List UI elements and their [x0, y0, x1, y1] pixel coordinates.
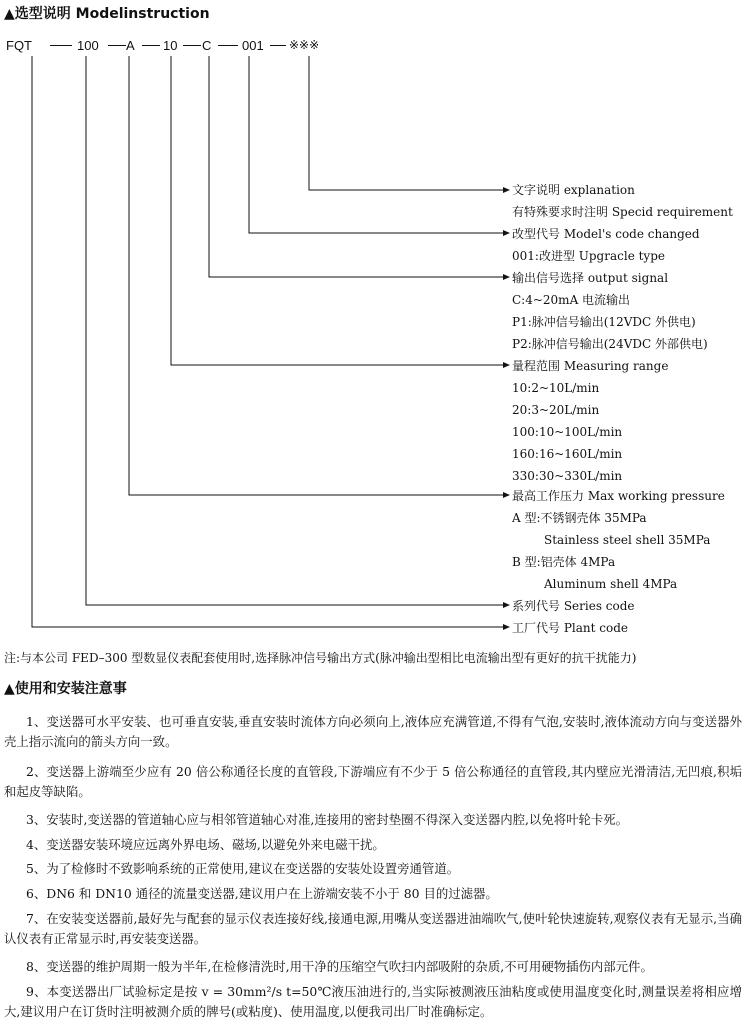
explanation-row: 系列代号 Series code	[512, 599, 635, 613]
explanation-row: 文字说明 explanation	[512, 183, 635, 197]
explanation-row: 20:3~20L/min	[512, 403, 600, 417]
installation-paragraph: 8、变送器的维护周期一般为半年,在检修清洗时,用干净的压缩空气吹扫内部吸附的杂质,不可用硬物插伤内部元件。	[26, 959, 653, 974]
explanation-row: 量程范围 Measuring range	[512, 359, 669, 373]
installation-paragraph: 4、变送器安装环境应远离外界电场、磁场,以避免外来电磁干扰。	[26, 837, 385, 852]
explanation-row: 001:改进型 Upgracle type	[512, 249, 665, 263]
explanation-row: 最高工作压力 Max working pressure	[512, 489, 725, 503]
explanation-row: C:4~20mA 电流输出	[512, 293, 631, 307]
code-special: ※※※	[289, 38, 320, 52]
code-series: 100	[77, 38, 99, 53]
code-model-change: 001	[242, 38, 264, 53]
explanation-row: A 型:不锈钢壳体 35MPa	[512, 511, 647, 525]
explanation-row: 有特殊要求时注明 Specid requirement	[512, 205, 733, 219]
explanation-row: 100:10~100L/min	[512, 425, 623, 439]
explanation-row: B 型:铝壳体 4MPa	[512, 555, 616, 569]
installation-paragraph: 1、变送器可水平安装、也可垂直安装,垂直安装时流体方向必须向上,液体应充满管道,不得有气泡,安装时,液体流动方向与变送器外壳上指示流向的箭头方向一致。	[4, 714, 742, 749]
explanation-row: P2:脉冲信号输出(24VDC 外部供电)	[512, 337, 708, 351]
code-output: C	[202, 38, 212, 53]
explanation-row: 输出信号选择 output signal	[512, 271, 669, 285]
code-range: 10	[163, 38, 178, 53]
explanation-row: 改型代号 Model's code changed	[512, 227, 700, 241]
installation-heading: ▲使用和安装注意事	[4, 681, 127, 697]
explanation-row: Stainless steel shell 35MPa	[544, 533, 711, 547]
explanation-row: 工厂代号 Plant code	[512, 621, 628, 635]
code-factory: FQT	[6, 38, 32, 53]
model-instruction-heading: ▲选型说明 Modelinstruction	[4, 6, 210, 22]
installation-paragraph: 2、变送器上游端至少应有 20 倍公称通径长度的直管段,下游端应有不少于 5 倍公称通径的直管段,其内壁应光滑清洁,无凹痕,积垢和起皮等缺陷。	[4, 764, 742, 799]
installation-paragraph: 3、安装时,变送器的管道轴心应与相邻管道轴心对准,连接用的密封垫圈不得深入变送器内腔,以免将叶轮卡死。	[26, 812, 629, 827]
explanation-row: P1:脉冲信号输出(12VDC 外供电)	[512, 315, 696, 329]
installation-paragraph: 6、DN6 和 DN10 通径的流量变送器,建议用户在上游端安装不小于 80 目的过滤器。	[26, 886, 498, 901]
explanation-row: Aluminum shell 4MPa	[544, 577, 678, 591]
installation-paragraph: 5、为了检修时不致影响系统的正常使用,建议在变送器的安装处设置旁通管道。	[26, 861, 460, 876]
explanation-row: 10:2~10L/min	[512, 381, 600, 395]
compatibility-note: 注:与本公司 FED–300 型数显仪表配套使用时,选择脉冲信号输出方式(脉冲输出型相比电流输出型有更好的抗干扰能力)	[4, 651, 637, 665]
installation-paragraph: 9、本变送器出厂试验标定是按 v = 30mm²/s t=50℃液压油进行的,当实际被测液压油粘度或使用温度变化时,测量误差将相应增大,建议用户在订货时注明被测介质的牌号(或粘度)、使用温度,以便我司出厂时准确标定。	[4, 984, 742, 1019]
explanation-row: 330:30~330L/min	[512, 469, 623, 483]
explanation-row: 160:16~160L/min	[512, 447, 623, 461]
installation-paragraph: 7、在安装变送器前,最好先与配套的显示仪表连接好线,接通电源,用嘴从变送器进油端吹气,使叶轮快速旋转,观察仪表有无显示,当确认仪表有正常显示时,再安装变送器。	[4, 911, 742, 946]
code-pressure: A	[126, 38, 135, 53]
